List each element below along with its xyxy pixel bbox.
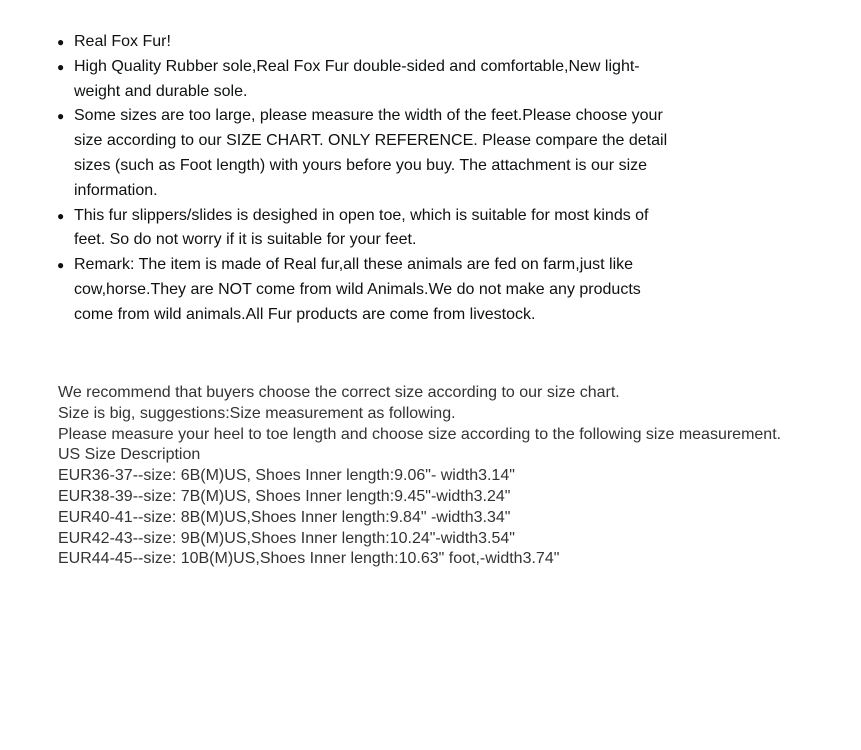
bullet-icon: ● [57, 109, 65, 124]
feature-text: Some sizes are too large, please measure the width of the feet.Please choose your size according to our SIZE CHART. ONLY REFERENCE. Please compare the detail sizes (such as Foot length) with yours before you buy. The attachment is our size information. [74, 107, 668, 199]
feature-bullet-list [57, 30, 674, 328]
size-row-eur38-39: EUR38-39--size: 7B(M)US, Shoes Inner length:9.45"-width3.24" [58, 487, 511, 505]
feature-text: This fur slippers/slides is desighed in open toe, which is suitable for most kinds of feet. So do not worry if it is suitable for your feet. [74, 206, 649, 249]
size-row-eur36-37: EUR36-37--size: 6B(M)US, Shoes Inner length:9.06"- width3.14" [58, 467, 515, 485]
feature-item-remark [57, 253, 674, 327]
size-note-text: Size is big, suggestions:Size measurement as following. [58, 404, 456, 422]
size-row-eur42-43: EUR42-43--size: 9B(M)US,Shoes Inner length:10.24"-width3.54" [58, 529, 515, 547]
feature-item-open-toe [57, 204, 674, 254]
feature-item-rubber-sole [57, 55, 674, 105]
bullet-icon: ● [57, 59, 65, 74]
size-row-eur44-45: EUR44-45--size: 10B(M)US,Shoes Inner length:10.63" foot,-width3.74" [58, 550, 560, 568]
recommend-text: We recommend that buyers choose the correct size according to our size chart. [58, 384, 620, 401]
bullet-icon: ● [57, 208, 65, 223]
product-description [58, 383, 858, 570]
feature-text: Real Fox Fur! [74, 33, 171, 50]
feature-item-size-advice [57, 104, 674, 203]
bullet-icon: ● [57, 258, 65, 273]
size-row-eur40-41: EUR40-41--size: 8B(M)US,Shoes Inner length:9.84" -width3.34" [58, 508, 511, 526]
feature-text: High Quality Rubber sole,Real Fox Fur double-sided and comfortable,New light-weight and durable sole. [74, 57, 640, 100]
bullet-icon: ● [57, 35, 65, 49]
feature-item-fox-fur [57, 30, 674, 55]
size-heading: US Size Description [58, 446, 201, 464]
measure-note-text: Please measure your heel to toe length and choose size according to the following size measurement. [58, 425, 782, 443]
feature-text: Remark: The item is made of Real fur,all these animals are fed on farm,just like cow,horse.They are NOT come from wild Animals.We do not make any products come from wild animals.All Fur products are come from livestock. [74, 256, 641, 323]
